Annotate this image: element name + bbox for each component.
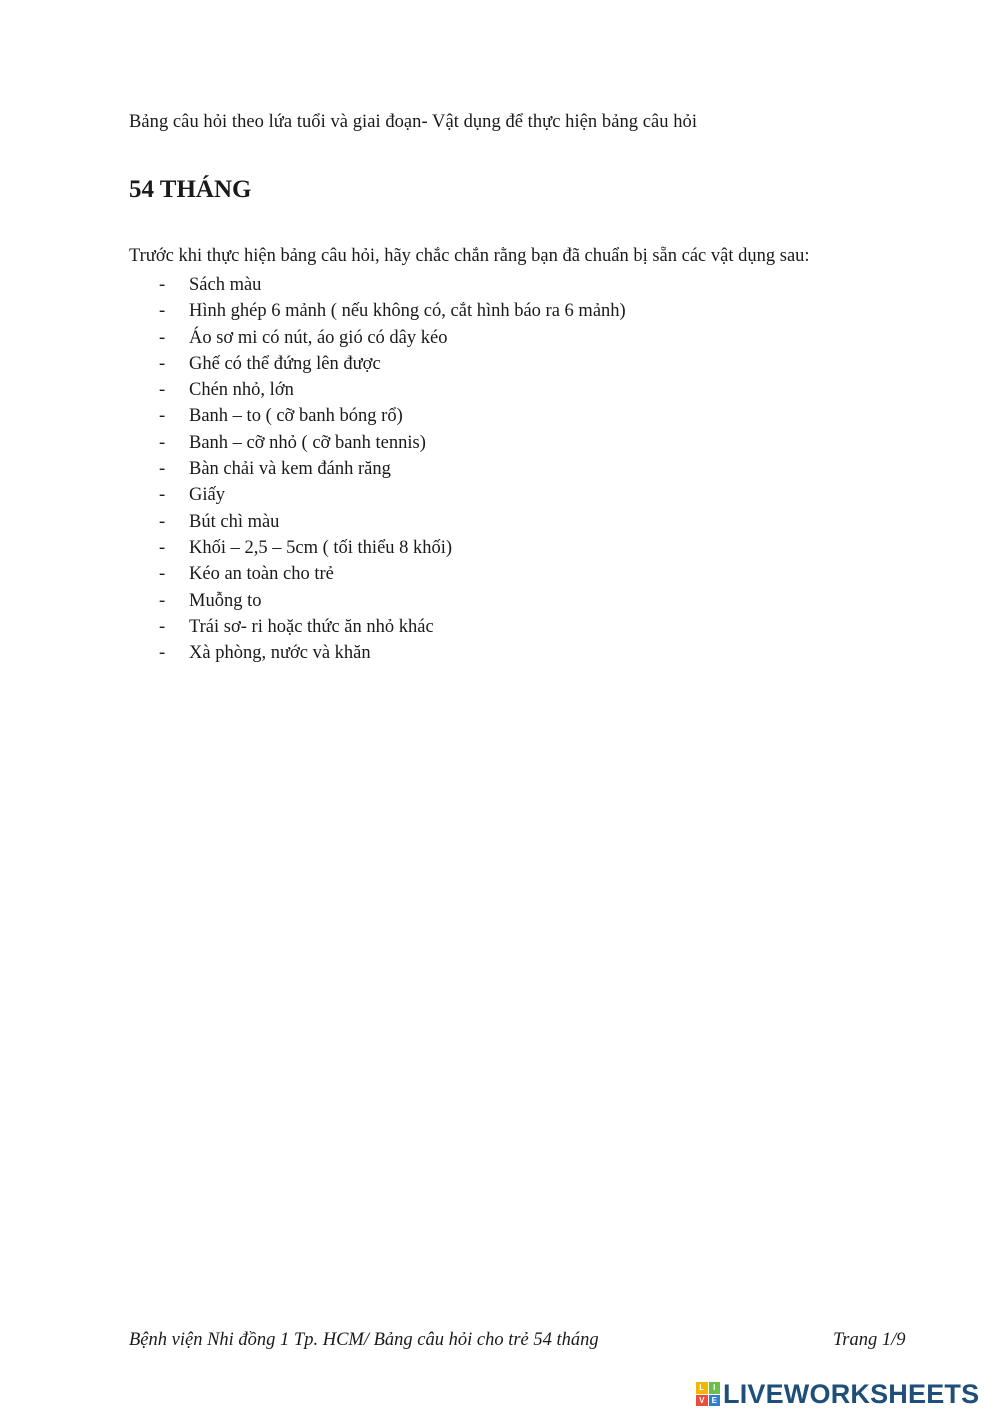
list-bullet: -: [159, 590, 166, 611]
list-item: [129, 640, 626, 666]
list-item: [129, 377, 626, 403]
document-header: Bảng câu hỏi theo lứa tuổi và giai đoạn- Vật dụng để thực hiện bảng câu hỏi: [129, 112, 698, 132]
list-item-text: Bút chì màu: [189, 511, 280, 532]
list-bullet: -: [159, 432, 166, 453]
logo-letter-tile: I: [709, 1382, 721, 1394]
list-item: [129, 298, 626, 324]
list-item: [129, 272, 626, 298]
footer-page-number: Trang 1/9: [833, 1330, 906, 1350]
list-item-text: Ghế có thể đứng lên được: [189, 353, 381, 374]
list-item: [129, 535, 626, 561]
list-bullet: -: [159, 564, 166, 585]
list-item-text: Kéo an toàn cho trẻ: [189, 564, 334, 585]
logo-letter-tile: L: [696, 1382, 708, 1394]
list-item-text: Xà phòng, nước và khăn: [189, 643, 371, 664]
list-item: [129, 456, 626, 482]
list-item: [129, 588, 626, 614]
list-item-text: Hình ghép 6 mảnh ( nếu không có, cắt hình báo ra 6 mảnh): [189, 301, 626, 322]
footer-source: Bệnh viện Nhi đồng 1 Tp. HCM/ Bảng câu hỏi cho trẻ 54 tháng: [129, 1330, 599, 1350]
liveworksheets-watermark: [696, 1378, 979, 1410]
list-bullet: -: [159, 616, 166, 637]
list-item-text: Trái sơ- ri hoặc thức ăn nhỏ khác: [189, 616, 434, 637]
list-item: [129, 614, 626, 640]
list-item-text: Khối – 2,5 – 5cm ( tối thiểu 8 khối): [189, 537, 453, 558]
list-item: [129, 403, 626, 429]
list-bullet: -: [159, 459, 166, 480]
list-item-text: Áo sơ mi có nút, áo gió có dây kéo: [189, 327, 448, 348]
list-item-text: Giấy: [189, 485, 225, 506]
list-item: [129, 430, 626, 456]
list-bullet: -: [159, 406, 166, 427]
list-bullet: -: [159, 511, 166, 532]
list-item: [129, 325, 626, 351]
list-bullet: -: [159, 537, 166, 558]
list-item: [129, 351, 626, 377]
intro-paragraph: Trước khi thực hiện bảng câu hỏi, hãy chắc chắn rằng bạn đã chuẩn bị sẵn các vật dụng sau:: [129, 246, 810, 266]
list-item-text: Chén nhỏ, lớn: [189, 380, 294, 401]
list-bullet: -: [159, 643, 166, 664]
list-bullet: -: [159, 301, 166, 322]
logo-letter-tile: V: [696, 1395, 708, 1407]
liveworksheets-logo-icon: [696, 1382, 720, 1406]
logo-letter-tile: E: [709, 1395, 721, 1407]
list-item: [129, 509, 626, 535]
list-item-text: Banh – cỡ nhỏ ( cỡ banh tennis): [189, 432, 426, 453]
watermark-text: LIVEWORKSHEETS: [723, 1378, 980, 1409]
list-item: [129, 561, 626, 587]
list-bullet: -: [159, 380, 166, 401]
list-item-text: Sách màu: [189, 275, 262, 295]
list-bullet: -: [159, 485, 166, 506]
list-item-text: Muỗng to: [189, 590, 262, 611]
list-item: [129, 482, 626, 508]
supplies-list: [129, 272, 626, 666]
list-item-text: Bàn chải và kem đánh răng: [189, 459, 391, 480]
list-bullet: -: [159, 353, 166, 374]
list-item-text: Banh – to ( cỡ banh bóng rổ): [189, 406, 403, 427]
list-bullet: -: [159, 327, 166, 348]
page-title: 54 THÁNG: [129, 176, 252, 203]
list-bullet: -: [159, 275, 166, 295]
